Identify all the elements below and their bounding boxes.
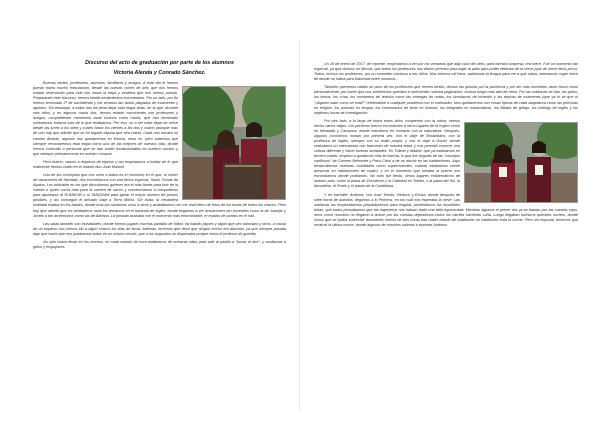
photo-podium-speakers-icon <box>183 87 285 199</box>
paragraph: También queremos hablar un poco de los profesores que hemos tenido, demos las gracias por la paciencia y por ser más inocentes, tanto física como personalmente, por hacer que nos sintiéramos queridos e intervenido nuestra paginación, incluso luego más allá del reino. Por las mañanas de tías, los gritos, los besos, los crías, los momentos de tensión como las entregas de notas, los simulacros de incendio y las épocas de exámenes (que ya ni sé qué ni "¡Alguien sabe cómo se está?" refiriéndose a cualquier problema con el ordenador. Nos quedaremos con cosas típicas de cada asignatura como las películas en religión, los poemas en lengua, los comentarios de texto en historia, los integrales en matemáticas, los Biblias de griego, los writings de inglés y los séptimos horas de investigación. <box>314 85 578 115</box>
paragraph: Uno de los conceptos que nos unen a todos es el momento en el que, al volver de vacaciones de Navidad, nos encontramos con una fecha especial, Santo Tomás de Aquino. Los tutoriales en los que discutíamos quiénes era el más fuerte para tirar de la cuerda o quién corría más para la carrera de sacos y convencíamos a compañeros para apuntarse al RUMIKUB o al TANGRAM para ganar el mayor número de puntos posibles, y así conseguir el anisado viaje a Terra Mítica. Sin duda, la verdadera rivalidad estaba en los bastes, donde eras las cantamos unos a otros y acababamos con me nivel lleno de fotos de los tortas de todos los chavos. Pero hay que admitir que los verdaderos risas los teníamos en el baranda de inglés, donde llegamos a ver actuaciones tan increíbles como la de Juanjito y Jocelo a ton americanos como las de Adriana. La jornada acababa con el momento más emocionante, el reparto de puntos en el hall. <box>33 173 286 218</box>
paragraph: No sólo había fiesta en los recreos, en cada cambio de hora estábamos de nuestras sillas para salir al pasillo a "tomar el aire", y ocultamos a gritos y empujones. <box>33 240 286 250</box>
paragraph: Las salas también son inolvidables, donde hemos jugado muchas partidas de fútbol, ha habido piques y algún que otro balonazo y otros, a causa de un tropiezo nos hemos ido a algún charco los días de lluvia. Además, tenemos que decir que ningún recreo era aburrido, ya que siempre pasaba algo que hacía que nos juntáramos todos en un mismo círculo, que a los segundos se dispersaba porque venía el profesor de guardia. <box>33 221 286 236</box>
right-page <box>300 0 600 424</box>
paragraph: Y en bachiller, Andorra, con José Tomás, Velasco y Eloísa, donde después de siete horas de autobús, llegamos a lo Pirineos, en los cuál nos esperaba la nieve. Las mañanas las empezábamos preparándonos para esquiar, poniéndonos las insufribles botas, que todos pensábamos que las ingenieros nos habían dado una talla equivocada. Mientras algunos el primer día ya se tiraban por las cuestas rojas, otros como nosotros no llegaron a tirarse por las cuestas dejándonos todos los carriles haciendo cuña. Luego llegaban nuestros queridos noches, donde vimos que se podía sobrevivir durmiendo menos de tres horas tras haber estado de habitación en habitación toda la noche. Pero sin importar, tenemos que recalcar la última noche, donde algunos de nosotros salimos a explorar Andorra. <box>314 192 578 227</box>
page-title: Discurso del acto de graduación por parte de los alumnos <box>85 60 234 66</box>
graduation-photo-right <box>464 122 578 203</box>
paragraph: Por otro lado, a lo largo de todos estos años, rompiendo con la rutina, hemos hecho varios viajes. Los primeros fueron excursiones a otros lugares de la región como en Moratalla y Caravaca, donde estuvimos en contacto con la naturaleza. Después, algunos conocimos mundo por primera vez, con el viaje de Broadstairs, con la profesora de inglés, siempre con su estilo propio, y con el viaje a Gouel, donde realizamos un intercambio con franceses de nuestra edad, y nos permitió conocer una cultura diferente y hacer buenas amistades. En Toledo y Madrid, que ya estábamos en tercero-cuarto, empezó a gustarnos más la marcha, lo que fue seguido de las "consejos cariñosos" de Carmen Belmonte y Paco Carol a de no dormir en las habitaciones. Aquí desarrollamos nuestras cualidades como supervivientes, cuando estábamos veinte personas en habitaciones de cuatro, y en el momento que sonaba la puerta nos escondíamos donde podíamos. No todo fue fiesta, vimos lugares emblemáticos de nuestro país, como la plaza de Zocodover y la Catedral en Toledo, o la plaza del Sol, la Almudena, el Prado y el paseo de la Castellana. <box>314 118 460 189</box>
authors-line: Victoria Alenda y Conrado Sánchez. <box>113 70 206 76</box>
paragraph: Buenas tardes, profesores, alumnos, familiares y amigos. A este día le hemos puesto todos mucho entusiasmo, desde las nuevas cortes de pelo que nos hemos estado reservando para este día, hasta la trepa y vestidos que nos hemos puesto. Preparando este discurso, hemos tenido sentimientos encontrados. Por un lado, por fin hemos terminado 2º de bachillerato y los veranos tan duros plagados de exámenes y agobios. Sin embargo, a todos nos da pena dejar esta etapa atrás, en la que, durante seis años, y en algunos casos dos, hemos estado conviviendo con profesores y amigos, compartiendo momentos tanto buenos como malos, que han terminado uniéndonos todavía más de lo que estábamos. Por eso, no a ser triste dejar de verse desde las lunes a los siete y cuarto hasta los viernes a las dos y cuarto (aunque más de uno hay que admitir que se ha fugado alguna que otra clase). Cada uno tomará un camino distinto, algunos nos quedaremos en Murcia, otros no, pero sabemos que siempre recordaremos esta etapa como una de las mejores de nuestra vida, donde hemos conocido a personas que se han vuelto fundamentales en nuestro camino y que siempre permanecerán en nuestro corazón. <box>33 81 178 156</box>
paragraph: Un 18 de enero de 2017, de repente, empezamos a ver por los ventanas que algo caía del cielo, para nuestra sorpresa, era nieve. Fue un momento tan especial, ya que vivimos en Murcia, que todos los profesores nos dieron permiso para bajar al patio para poder disfrutar de la nieve (que de nieve tenía poco). Todos, incluso los profesores, por un momento volvimos a ser niños. Nos hicimos mil fotos, saldíamos la lengua para ver a qué sabía, intentamos coger nieve de donde no había para tirárnosla entre nosotros... <box>314 62 578 82</box>
photo-graduates-icon <box>465 123 577 202</box>
graduation-photo-left <box>182 86 286 200</box>
paragraph: Pero bueno, vamos a dejarnos de tópicos y así empezamos a hablar de lo que realmente hemos vivido en el Infante don Juan Manuel. <box>33 159 178 169</box>
